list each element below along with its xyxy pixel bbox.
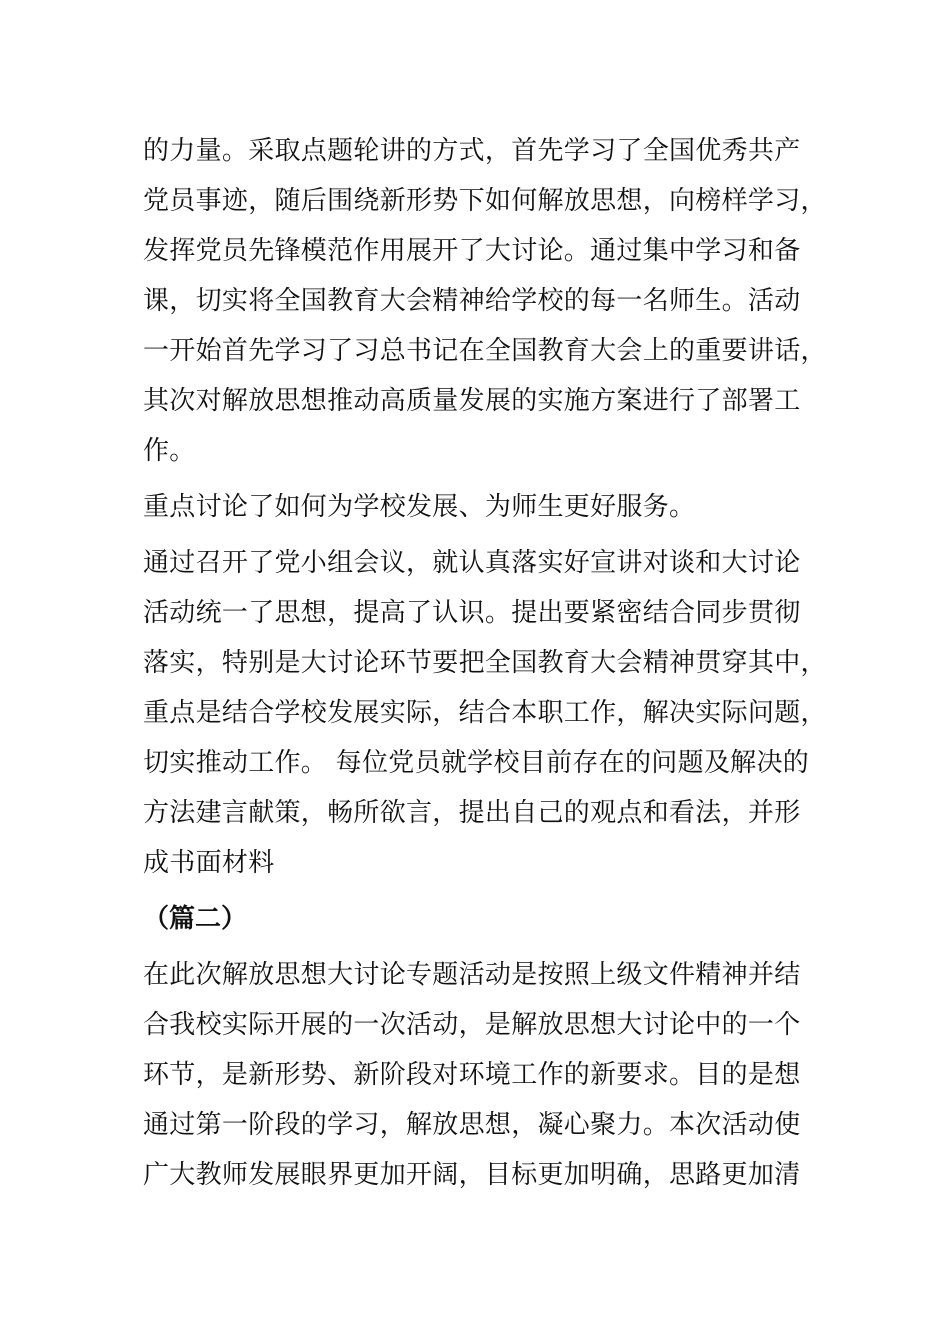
text-line: 发挥党员先锋模范作用展开了大讨论。通过集中学习和备 (143, 236, 801, 266)
text-line: 环节，是新形势、新阶段对环境工作的新要求。目的是想 (143, 1060, 801, 1090)
text-line: 在此次解放思想大讨论专题活动是按照上级文件精神并结 (143, 960, 801, 990)
document-body (143, 126, 827, 1200)
text-line: 重点讨论了如何为学校发展、为师生更好服务。 (143, 492, 696, 522)
text-line: 课，切实将全国教育大会精神给学校的每一名师生。活动 (143, 286, 801, 316)
text-line: 成书面材料 (143, 848, 275, 878)
text-line: 通过第一阶段的学习，解放思想，凝心聚力。本次活动使 (143, 1110, 801, 1140)
text-line: 合我校实际开展的一次活动，是解放思想大讨论中的一个 (143, 1010, 801, 1040)
text-line: 方法建言献策，畅所欲言，提出自己的观点和看法，并形 (143, 798, 801, 828)
paragraph-1 (143, 126, 827, 476)
text-line: 重点是结合学校发展实际，结合本职工作，解决实际问题， (143, 698, 827, 728)
text-line: 切实推动工作。 每位党员就学校目前存在的问题及解决的 (143, 748, 810, 778)
text-line: 的力量。采取点题轮讲的方式，首先学习了全国优秀共产 (143, 136, 801, 166)
text-line: 活动统一了思想，提高了认识。提出要紧密结合同步贯彻 (143, 598, 801, 628)
text-line: 其次对解放思想推动高质量发展的实施方案进行了部署工 (143, 386, 801, 416)
text-line: 一开始首先学习了习总书记在全国教育大会上的重要讲话， (143, 336, 827, 366)
text-line: 落实，特别是大讨论环节要把全国教育大会精神贯穿其中， (143, 648, 827, 678)
text-line: 作。 (143, 436, 196, 466)
text-line: 党员事迹，随后围绕新形势下如何解放思想，向榜样学习， (143, 186, 827, 216)
text-line: 广大教师发展眼界更加开阔，目标更加明确，思路更加清 (143, 1160, 801, 1190)
paragraph-2 (143, 482, 803, 532)
section-heading: （篇二） (143, 904, 248, 934)
paragraph-4 (143, 950, 803, 1200)
text-line: 通过召开了党小组会议，就认真落实好宣讲对谈和大讨论 (143, 548, 801, 578)
paragraph-3 (143, 538, 827, 888)
